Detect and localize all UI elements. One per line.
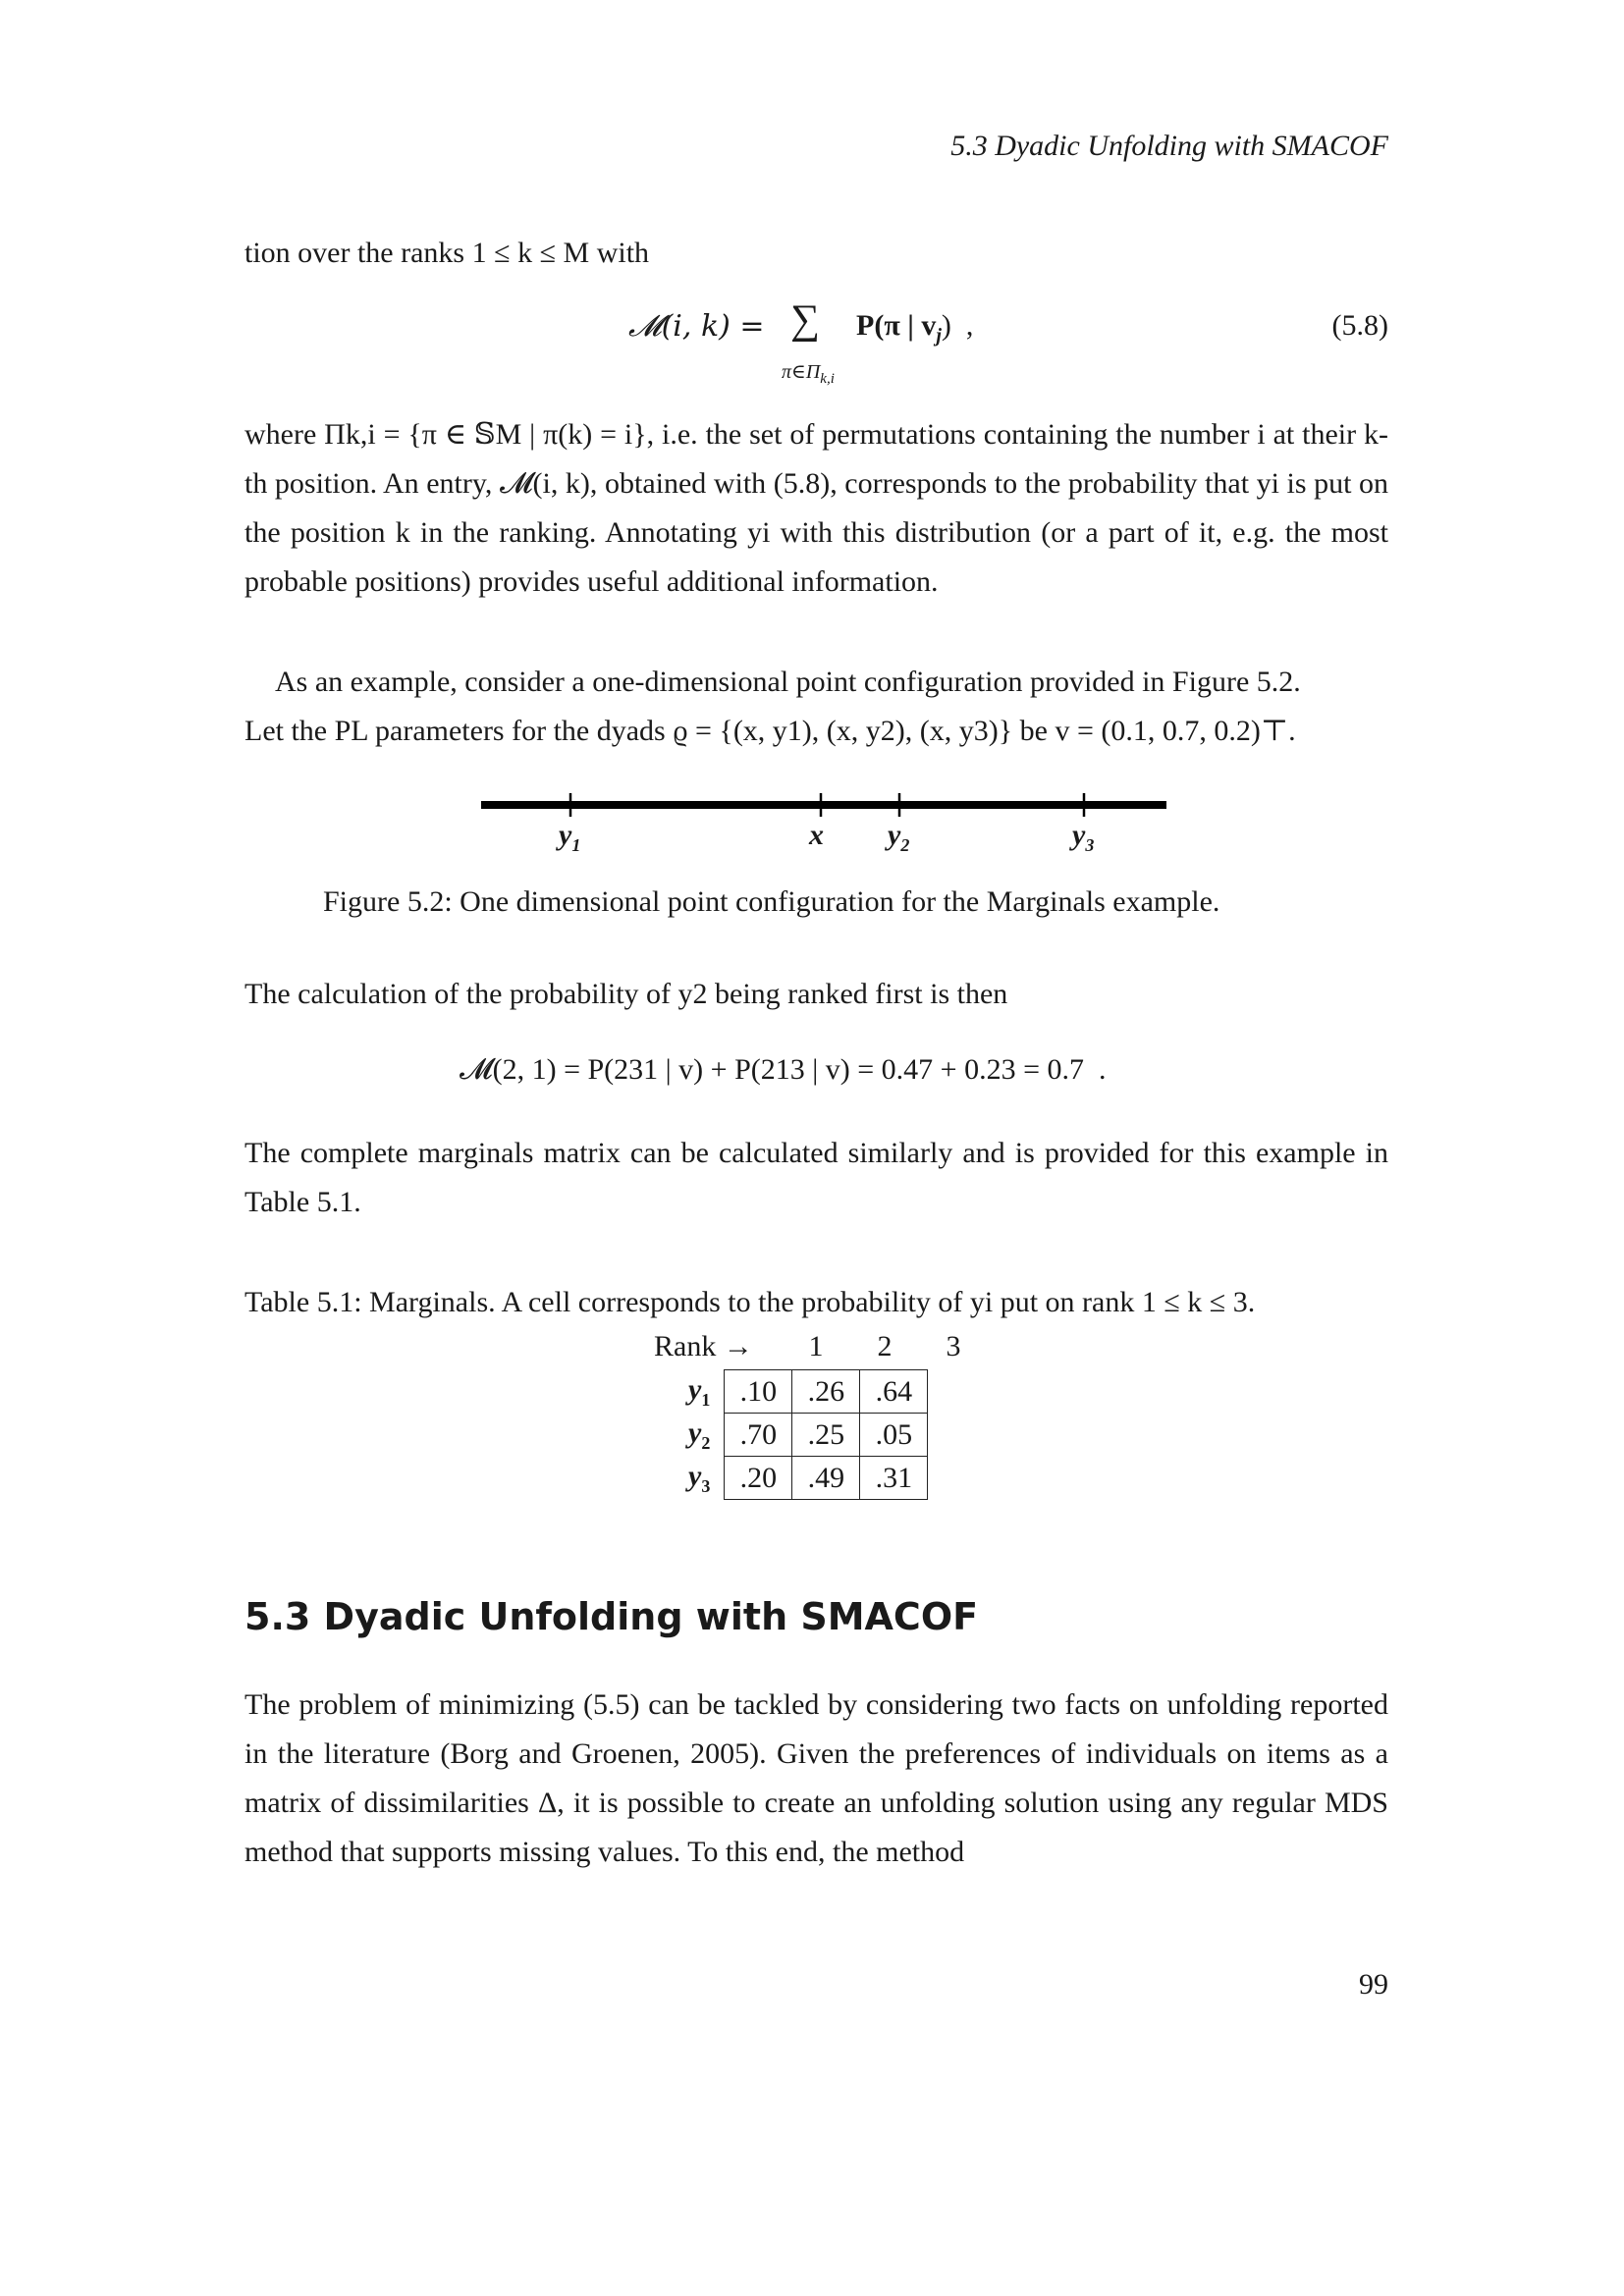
- table-cell: .25: [792, 1414, 860, 1457]
- row-label: $y_2$: [688, 1415, 711, 1453]
- table-row: [687, 1414, 928, 1457]
- point-configuration-diagram: [481, 785, 1166, 864]
- running-head: 5.3 Dyadic Unfolding with SMACOF: [950, 130, 1388, 162]
- equation-calculation: 𝓜(2, 1) = P(231 | v) + P(213 | v) = 0.47 + 0.23 = 0.7 .: [460, 1053, 1107, 1086]
- table-cell: .26: [792, 1370, 860, 1414]
- point-label-y1: $y_1$: [559, 819, 581, 855]
- paragraph-complete-matrix: The complete marginals matrix can be calculated similarly and is provided for this example in Table 5.1.: [244, 1137, 1388, 1218]
- eq58-sum-symbol: ∑: [790, 297, 820, 343]
- section-heading: 5.3 Dyadic Unfolding with SMACOF: [244, 1595, 979, 1638]
- table-cell: .10: [725, 1370, 792, 1414]
- row-label: $y_1$: [688, 1372, 711, 1410]
- table-cell: .49: [792, 1457, 860, 1500]
- table-cell: .64: [860, 1370, 928, 1414]
- point-label-y3: $y_3$: [1072, 819, 1095, 855]
- intro-line: tion over the ranks 1 ≤ k ≤ M with: [244, 237, 650, 269]
- table-cell: .05: [860, 1414, 928, 1457]
- table-caption: Table 5.1: Marginals. A cell corresponds to the probability of yi put on rank 1 ≤ k ≤ 3.: [244, 1286, 1256, 1318]
- paragraph-example-line1: As an example, consider a one-dimensional point configuration provided in Figure 5.2.: [275, 666, 1301, 698]
- eq58-lhs: 𝓜(i, k) =: [628, 309, 765, 344]
- eq58-sum-subscript: $\pi\in\Pi_{k,i}$: [782, 361, 835, 387]
- point-label-x: x: [809, 819, 824, 851]
- paragraph-smacof: The problem of minimizing (5.5) can be tackled by considering two facts on unfolding reported in the literature (Borg and Groenen, 2005). Given the preferences of individuals on items as a matrix of dissimilarities Δ, it is possible to create an unfolding solution using any regular MDS method that supports missing values. To this end, the method: [244, 1688, 1388, 1868]
- eq58-number: (5.8): [1331, 309, 1388, 342]
- column-header-3: 3: [946, 1330, 961, 1362]
- column-header-1: 1: [808, 1330, 824, 1362]
- row-label: $y_3$: [688, 1459, 711, 1496]
- table-cell: .20: [725, 1457, 792, 1500]
- table-cell: .70: [725, 1414, 792, 1457]
- table-row: [687, 1370, 928, 1414]
- table-header-label: Rank →: [654, 1330, 753, 1362]
- page-number: 99: [1359, 1968, 1388, 2001]
- table-row: [687, 1457, 928, 1500]
- point-label-y2: $y_2$: [888, 819, 910, 855]
- table-cell: .31: [860, 1457, 928, 1500]
- eq58-rhs: P(π | $v_j$) ,: [856, 309, 974, 347]
- paragraph-calculation-intro: The calculation of the probability of y2 being ranked first is then: [244, 978, 1008, 1010]
- column-header-2: 2: [877, 1330, 893, 1362]
- marginals-table: [687, 1369, 928, 1500]
- paragraph-marginals-definition: where Πk,i = {π ∈ 𝕊M | π(k) = i}, i.e. the set of permutations containing the number i at their k-th position. An entry, 𝓜(i, k), obtained with (5.8), corresponds to the probability that yi is put on the position k in the ranking. Annotating yi with this distribution (or a part of it, e.g. the most probable positions) provides useful additional information.: [244, 418, 1388, 598]
- table-column-headers: [782, 1330, 988, 1363]
- paragraph-example-line2: Let the PL parameters for the dyads ϱ = {(x, y1), (x, y2), (x, y3)} be v = (0.1, 0.7, 0.2)⊤.: [244, 715, 1296, 747]
- figure-5-2: [481, 785, 1166, 864]
- figure-caption: Figure 5.2: One dimensional point configuration for the Marginals example.: [323, 885, 1220, 918]
